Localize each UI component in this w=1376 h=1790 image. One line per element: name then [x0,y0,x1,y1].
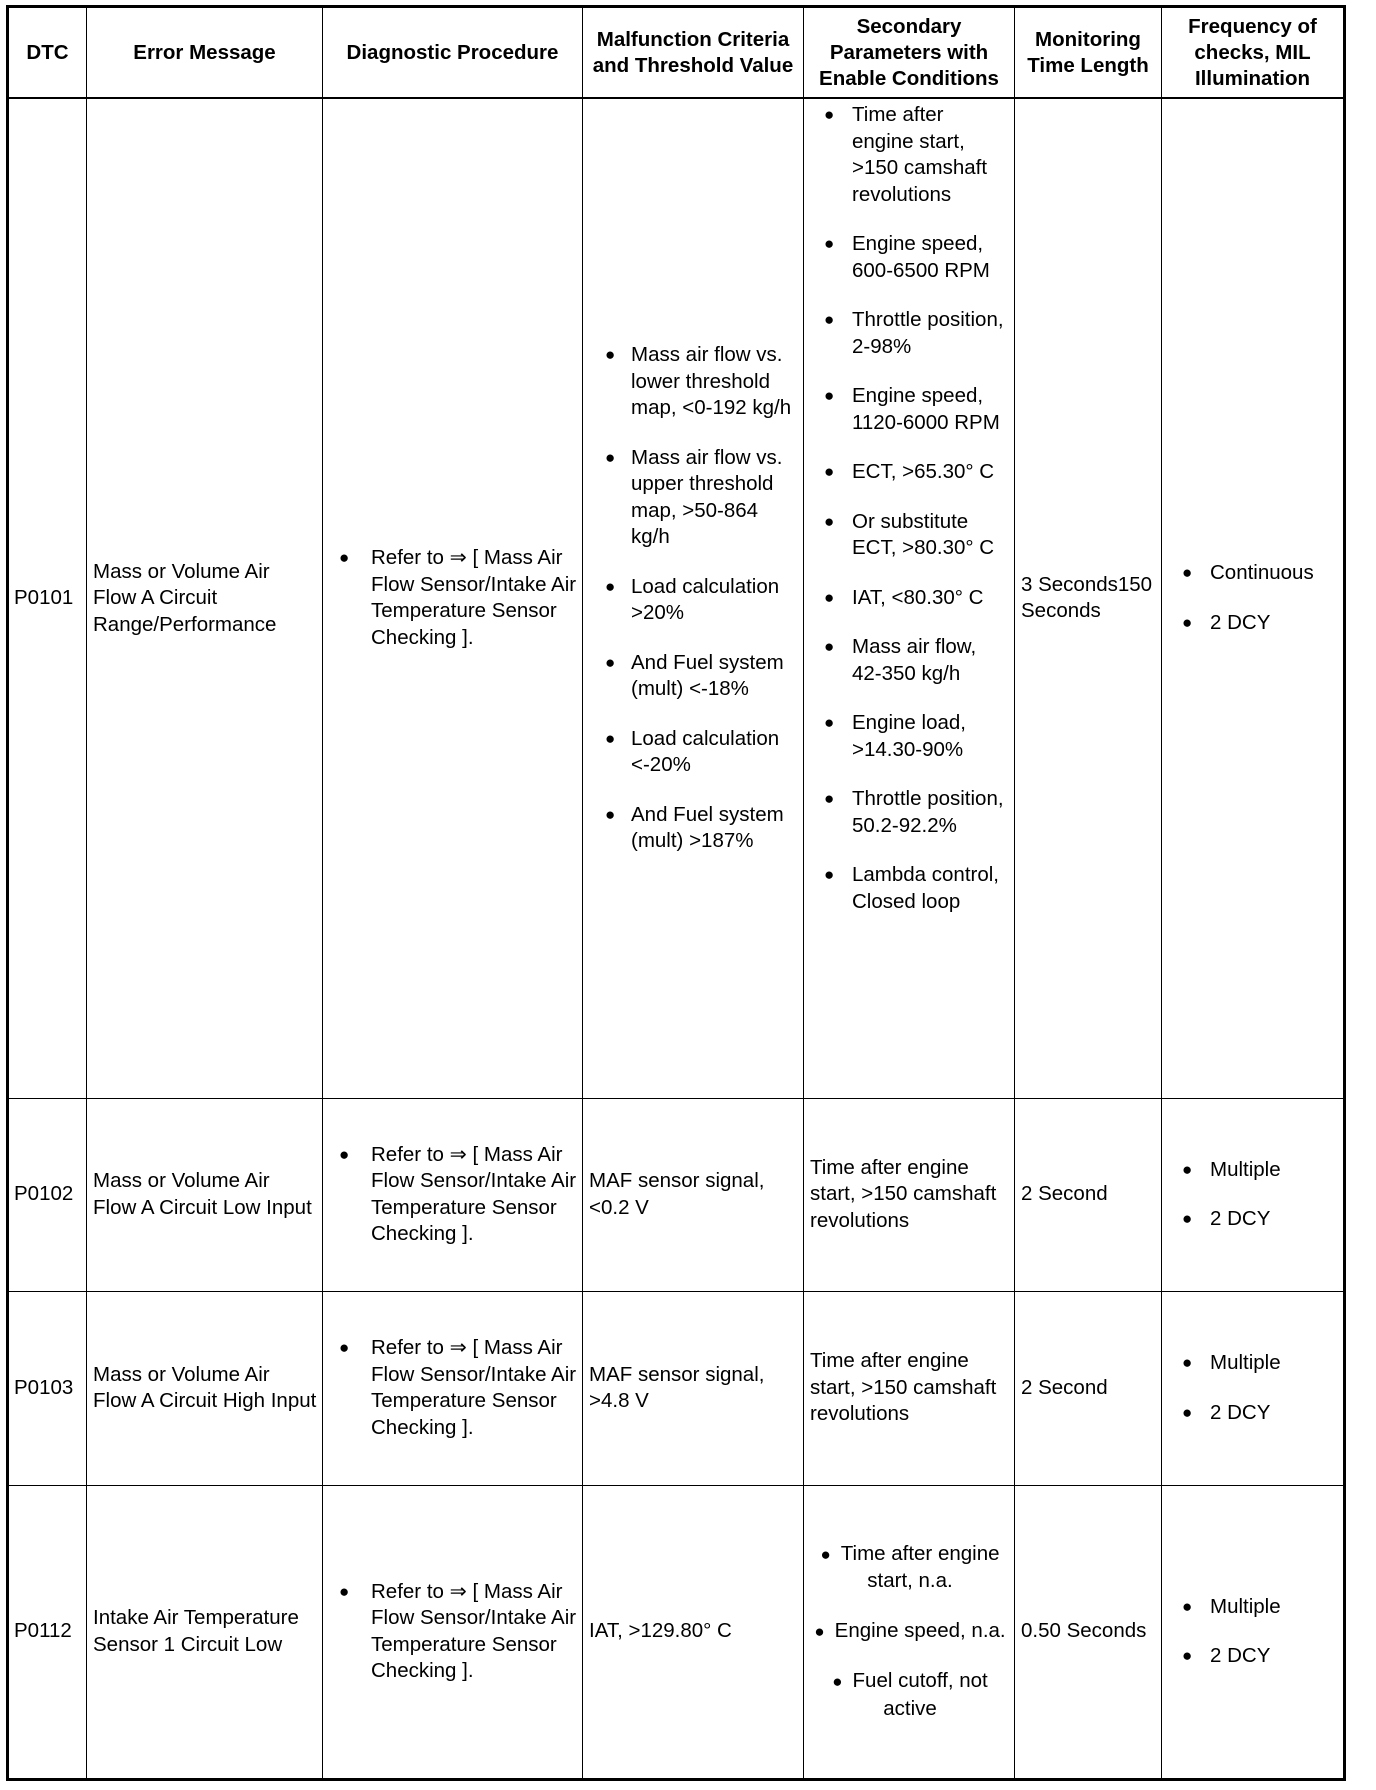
malfunction-criteria: IAT, >129.80° C [583,1485,804,1779]
header-diagnostic-procedure: Diagnostic Procedure [323,7,583,99]
malfunction-criteria: MAF sensor signal, >4.8 V [583,1291,804,1485]
table-row [8,1098,1345,1291]
secondary-item: ● Engine speed, n.a. [810,1618,1010,1646]
diagnostic-procedure [323,1098,583,1291]
secondary-item: ● Engine speed, 1120-6000 RPM [804,383,1010,436]
malfunction-criteria: MAF sensor signal, <0.2 V [583,1098,804,1291]
dtc-table-container [6,5,1343,1781]
header-row [8,7,1345,99]
secondary-parameters [804,1485,1015,1779]
frequency-item: ● Multiple [1162,1350,1343,1377]
secondary-item: ● Time after engine start, >150 camshaft revolutions [804,102,1010,208]
criteria-item: ● Mass air flow vs. lower threshold map, <0-192 kg/h [583,342,799,422]
criteria-item: ● Load calculation <-20% [583,726,799,779]
procedure-link[interactable]: ● Refer to ⇒ [ Mass Air Flow Sensor/Intake Air Temperature Sensor Checking ]. [323,1142,578,1248]
secondary-parameters: Time after engine start, >150 camshaft revolutions [804,1098,1015,1291]
frequency [1162,98,1345,1098]
secondary-item: ● Engine load, >14.30-90% [804,710,1010,763]
error-message: Intake Air Temperature Sensor 1 Circuit Low [87,1485,323,1779]
monitoring-time: 3 Seconds150 Seconds [1015,98,1162,1098]
criteria-item: ● And Fuel system (mult) >187% [583,802,799,855]
frequency-item: ● 2 DCY [1162,610,1343,637]
dtc-code: P0102 [8,1098,87,1291]
procedure-link[interactable]: ● Refer to ⇒ [ Mass Air Flow Sensor/Intake Air Temperature Sensor Checking ]. [323,1579,578,1685]
header-frequency: Frequency of checks, MIL Illumination [1162,7,1345,99]
dtc-table [6,5,1346,1781]
error-message: Mass or Volume Air Flow A Circuit Range/Performance [87,98,323,1098]
criteria-item: ● And Fuel system (mult) <-18% [583,650,799,703]
table-row [8,1291,1345,1485]
frequency-item: ● 2 DCY [1162,1206,1343,1233]
secondary-item: ● Or substitute ECT, >80.30° C [804,509,1010,562]
secondary-item: ● Time after engine start, n.a. [810,1541,1010,1595]
frequency-item: ● Continuous [1162,560,1343,587]
monitoring-time: 2 Second [1015,1098,1162,1291]
table-row [8,98,1345,1098]
header-malfunction-criteria: Malfunction Criteria and Threshold Value [583,7,804,99]
procedure-link[interactable]: ● Refer to ⇒ [ Mass Air Flow Sensor/Intake Air Temperature Sensor Checking ]. [323,545,578,651]
error-message: Mass or Volume Air Flow A Circuit High Input [87,1291,323,1485]
frequency-item: ● 2 DCY [1162,1643,1343,1670]
secondary-item: ● Engine speed, 600-6500 RPM [804,231,1010,284]
error-message: Mass or Volume Air Flow A Circuit Low Input [87,1098,323,1291]
secondary-parameters [804,98,1015,1098]
frequency [1162,1098,1345,1291]
frequency-item: ● Multiple [1162,1157,1343,1184]
diagnostic-procedure [323,1291,583,1485]
diagnostic-procedure [323,1485,583,1779]
secondary-parameters: Time after engine start, >150 camshaft revolutions [804,1291,1015,1485]
header-secondary-parameters: Secondary Parameters with Enable Conditions [804,7,1015,99]
secondary-item: ● IAT, <80.30° C [804,585,1010,612]
secondary-item: ● Mass air flow, 42-350 kg/h [804,634,1010,687]
frequency-item: ● Multiple [1162,1594,1343,1621]
secondary-item: ● ECT, >65.30° C [804,459,1010,486]
frequency [1162,1485,1345,1779]
malfunction-criteria [583,98,804,1098]
dtc-code: P0112 [8,1485,87,1779]
dtc-code: P0103 [8,1291,87,1485]
secondary-item: ● Throttle position, 50.2-92.2% [804,786,1010,839]
procedure-link[interactable]: ● Refer to ⇒ [ Mass Air Flow Sensor/Intake Air Temperature Sensor Checking ]. [323,1335,578,1441]
header-monitoring-time: Monitoring Time Length [1015,7,1162,99]
header-error-message: Error Message [87,7,323,99]
frequency [1162,1291,1345,1485]
criteria-item: ● Mass air flow vs. upper threshold map, >50-864 kg/h [583,445,799,551]
monitoring-time: 2 Second [1015,1291,1162,1485]
table-row [8,1485,1345,1779]
header-dtc: DTC [8,7,87,99]
frequency-item: ● 2 DCY [1162,1400,1343,1427]
diagnostic-procedure [323,98,583,1098]
dtc-code: P0101 [8,98,87,1098]
criteria-item: ● Load calculation >20% [583,574,799,627]
monitoring-time: 0.50 Seconds [1015,1485,1162,1779]
secondary-item: ● Fuel cutoff, not active [810,1668,1010,1722]
secondary-item: ● Throttle position, 2-98% [804,307,1010,360]
secondary-item: ● Lambda control, Closed loop [804,862,1010,915]
